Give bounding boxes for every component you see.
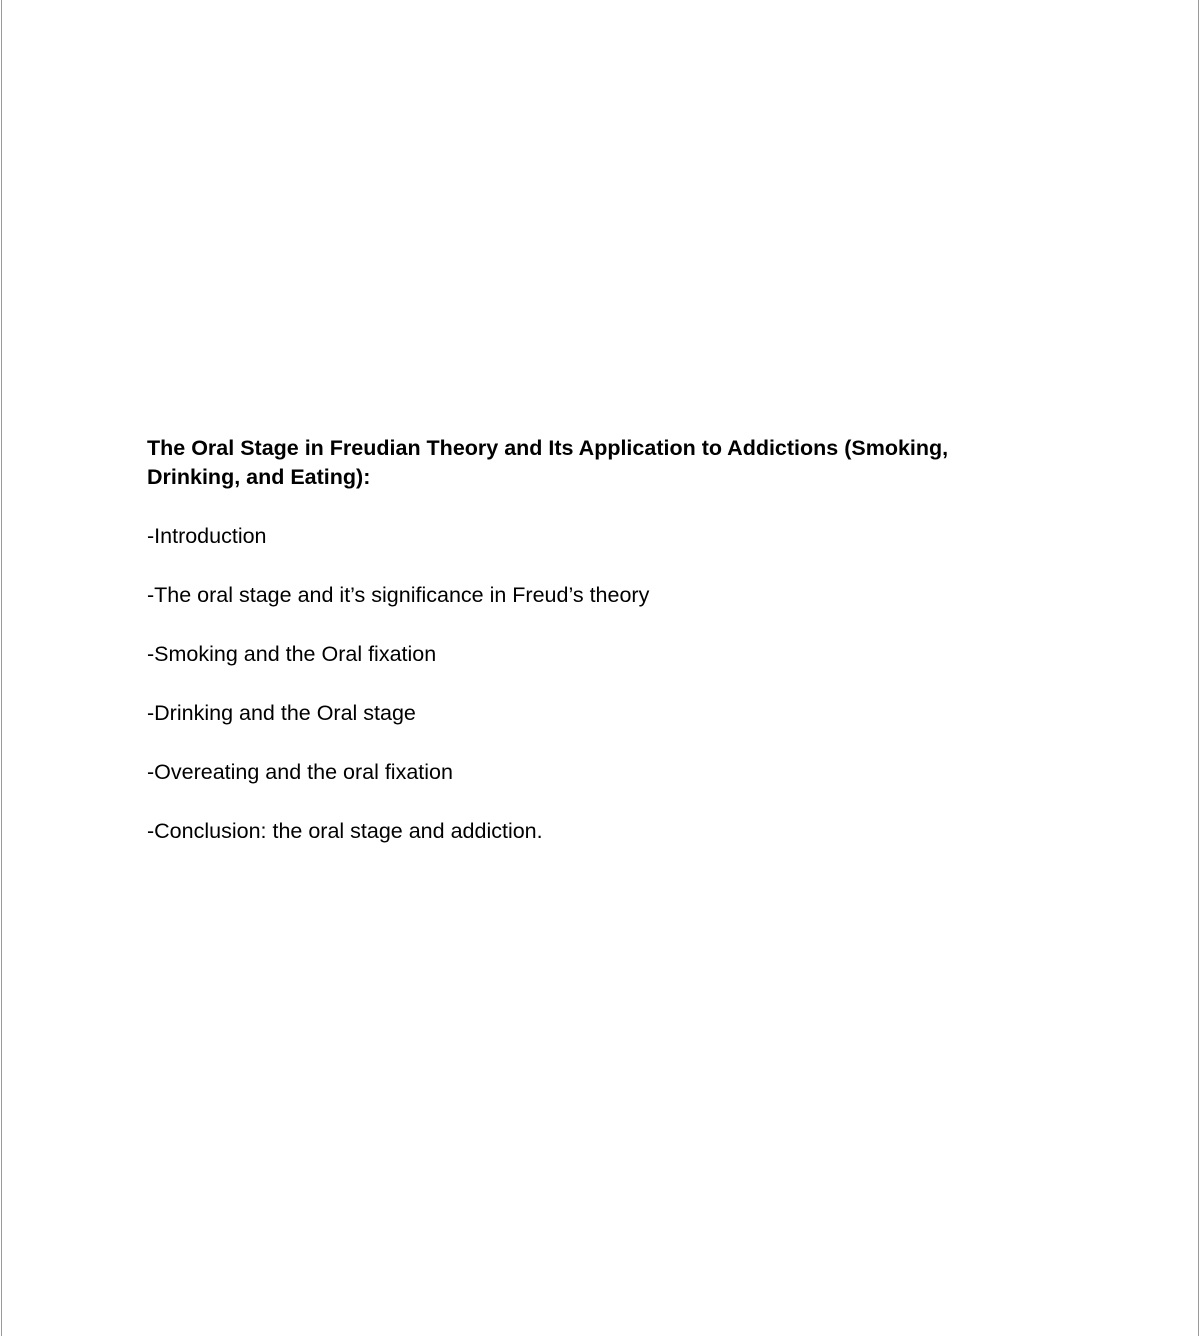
outline-item-drinking: -Drinking and the Oral stage bbox=[147, 701, 416, 725]
document-title: The Oral Stage in Freudian Theory and Its Application to Addictions (Smoking, Drinking, and Eating): bbox=[147, 436, 949, 489]
document-page bbox=[1, 0, 1199, 1336]
outline-item-overeating: -Overeating and the oral fixation bbox=[147, 760, 453, 784]
outline-item-conclusion: -Conclusion: the oral stage and addiction. bbox=[147, 819, 543, 843]
outline-item-smoking: -Smoking and the Oral fixation bbox=[147, 642, 437, 666]
document-body bbox=[147, 434, 1047, 846]
outline-list bbox=[147, 522, 1047, 846]
outline-item-introduction: -Introduction bbox=[147, 524, 267, 548]
outline-item-oral-stage-significance: -The oral stage and it’s significance in Freud’s theory bbox=[147, 583, 650, 607]
